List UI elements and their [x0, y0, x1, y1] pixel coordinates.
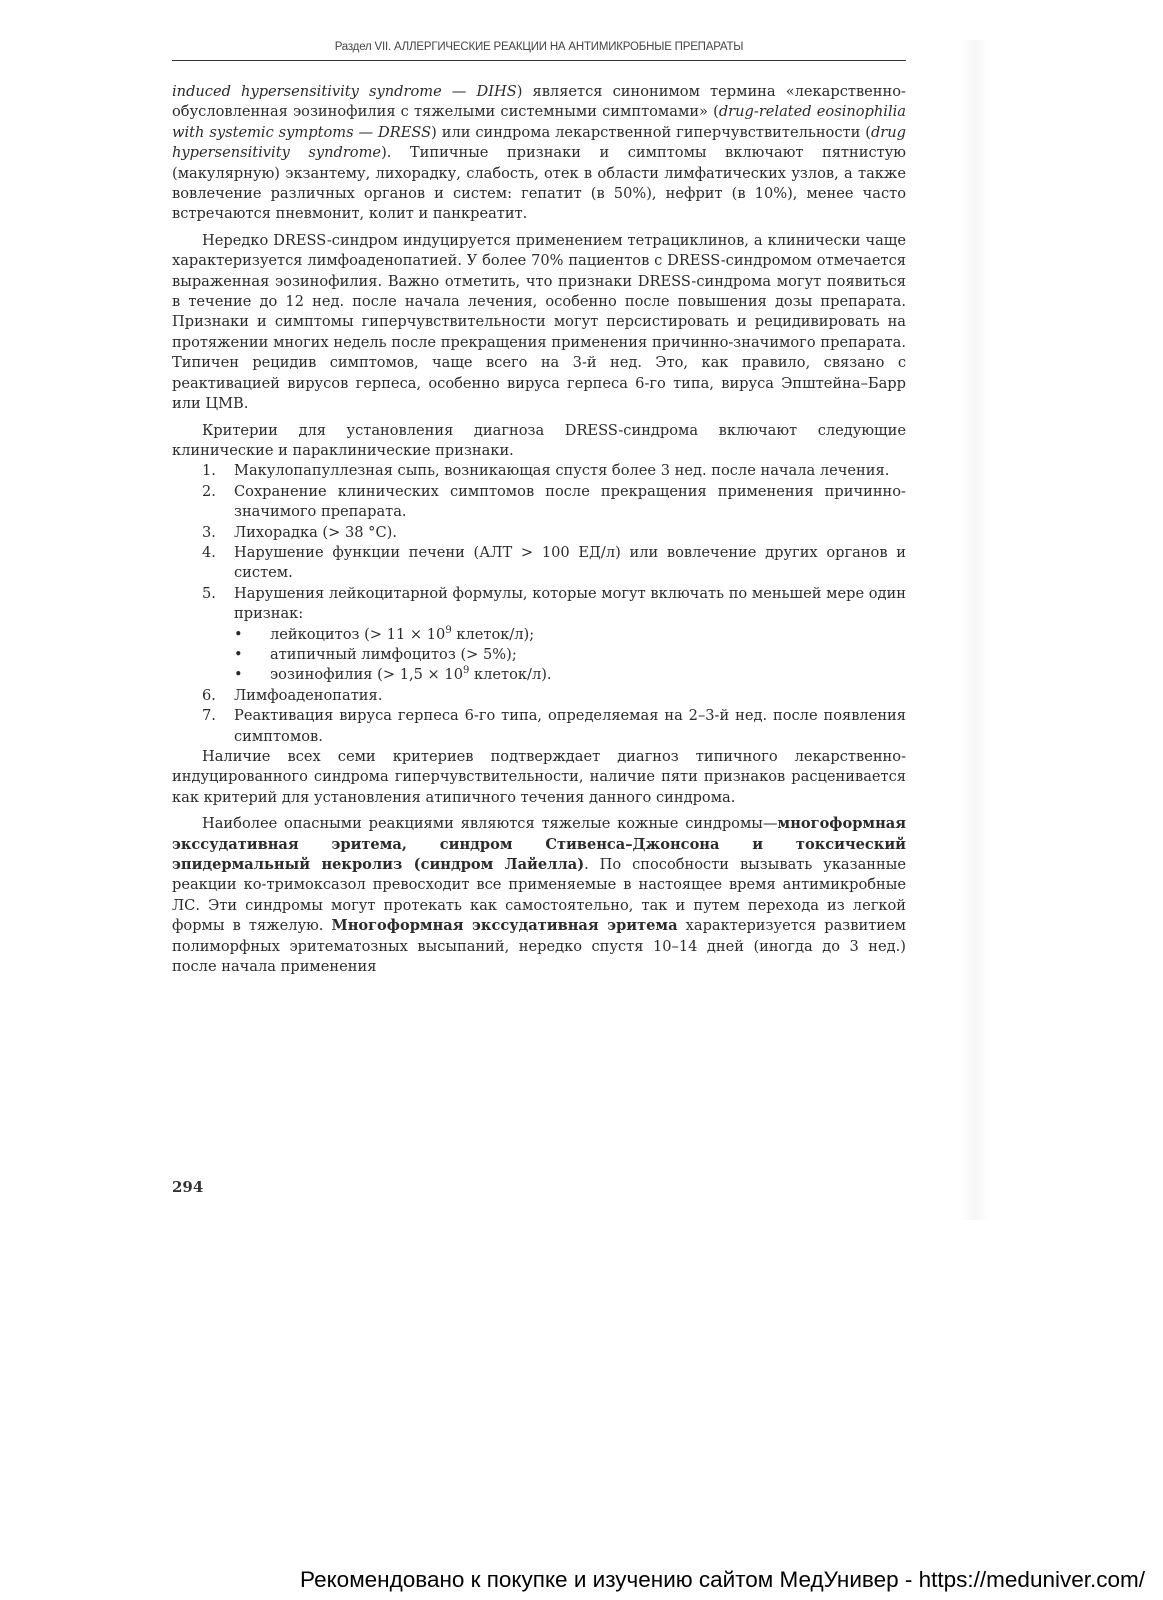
subcriteria-item: • эозинофилия (> $1,5 \times 10^9$ клеток/л). [234, 665, 906, 685]
subcriteria-item: • лейкоцитоз (> $11 \times 10^9$ клеток/л); [234, 625, 906, 645]
subcriteria-list [234, 625, 906, 686]
criteria-list [172, 461, 906, 747]
running-head: Раздел VII. АЛЛЕРГИЧЕСКИЕ РЕАКЦИИ НА АНТИМИКРОБНЫЕ ПРЕПАРАТЫ [334, 41, 744, 53]
paragraph-4: Наличие всех семи критериев подтверждает диагноз типичного лекарственно-индуцированного синдрома гиперчувствительности, наличие пяти признаков расценивается как критерий для установления атипичного течения данного синдрома. [172, 748, 906, 806]
paragraph-5: Наиболее опасными реакциями являются тяжелые кожные синдромы—многоформная экссудативная эритема, синдром Стивенса–Джонсона и токсический эпидермальный некролиз (синдром Лайелла). По способности вызывать указанные реакции ко-тримоксазол превосходит все применяемые в настоящее время антимикробные ЛС. Эти синдромы могут протекать как самостоятельно, так и путем перехода из легкой формы в тяжелую. Многоформная экссудативная эритема характеризуется развитием полиморфных эритематозных высыпаний, нередко спустя 10–14 дней (иногда до 3 нед.) после начала применения [172, 815, 907, 976]
criteria-item: 7. Реактивация вируса герпеса 6-го типа, определяемая на 2–3-й нед. после появления симптомов. [202, 707, 906, 745]
paragraph-1: induced hypersensitivity syndrome — DIHS) является синонимом термина «лекарственно-обусловленная эозинофилия с тяжелыми системными симптомами» (drug-related eosinophilia with systemic symptoms — DRESS) или синдрома лекарственной гиперчувствительности (drug hypersensitivity syndrome). Типичные признаки и симптомы включают пятнистую (макулярную) экзантему, лихорадку, слабость, отек в области лимфатических узлов, а также вовлечение различных органов и систем: гепатит (в 50%), нефрит (в 10%), менее часто встречаются пневмонит, колит и панкреатит. [172, 83, 906, 223]
page-number: 294 [172, 1178, 204, 1196]
main-text [172, 82, 906, 977]
scan-shadow [960, 40, 990, 1220]
term-dhs: drug hypersensitivity syndrome [172, 123, 906, 162]
paragraph-2: Нередко DRESS-синдром индуцируется применением тетрациклинов, а клинически чаще характеризуется лимфоаденопатией. У более 70% пациентов с DRESS-синдромом отмечается выраженная эозинофилия. Важно отметить, что признаки DRESS-синдрома могут появиться в течение до 12 нед. после начала лечения, особенно после повышения дозы препарата. Признаки и симптомы гиперчувствительности могут персистировать и рецидивировать на протяжении многих недель после прекращения применения причинно-значимого препарата. Типичен рецидив симптомов, чаще всего на 3-й нед. Это, как правило, связано с реактивацией вирусов герпеса, особенно вируса герпеса 6-го типа, вируса Эпштейна–Барр или ЦМВ. [172, 231, 906, 413]
paragraph-3: Критерии для установления диагноза DRESS-синдрома включают следующие клинические и параклинические признаки. [172, 421, 906, 459]
bold-erythema: Многоформная экссудативная эритема [331, 917, 678, 935]
criteria-item: 4. Нарушение функции печени (АЛТ > 100 ЕД/л) или вовлечение других органов и систем. [202, 543, 906, 582]
criteria-item: 3. Лихорадка (> 38 °C). [202, 523, 397, 541]
subcriteria-item: • атипичный лимфоцитоз (> 5%); [234, 645, 906, 665]
criteria-item: 1. Макулопапуллезная сыпь, возникающая спустя более 3 нед. после начала лечения. [202, 462, 890, 480]
term-dress: drug-related eosinophilia with systemic symptoms — DRESS [172, 103, 906, 141]
header-rule [172, 60, 906, 61]
criteria-item: 2. Сохранение клинических симптомов после прекращения применения причинно-значимого препарата. [202, 482, 906, 521]
watermark-link[interactable]: Рекомендовано к покупке и изучению сайтом МедУнивер - https://meduniver.com/ [300, 1567, 1145, 1592]
criteria-item: 6. Лимфоаденопатия. [202, 686, 383, 704]
bold-syndromes: многоформная экссудативная эритема, синдром Стивенса–Джонсона и токсический эпидермальный некролиз (синдром Лайелла) [172, 815, 906, 874]
term-dihs: induced hypersensitivity syndrome — DIHS [172, 83, 517, 100]
criteria-item: 5. Нарушения лейкоцитарной формулы, которые могут включать по меньшей мере один признак: • лейкоцитоз (> $11 \times 10^9$ клеток/л); • атипичный лимфоцитоз (> 5%); • эозинофилия (> $1,5 \times 10^9$ клеток/л). [172, 584, 906, 686]
